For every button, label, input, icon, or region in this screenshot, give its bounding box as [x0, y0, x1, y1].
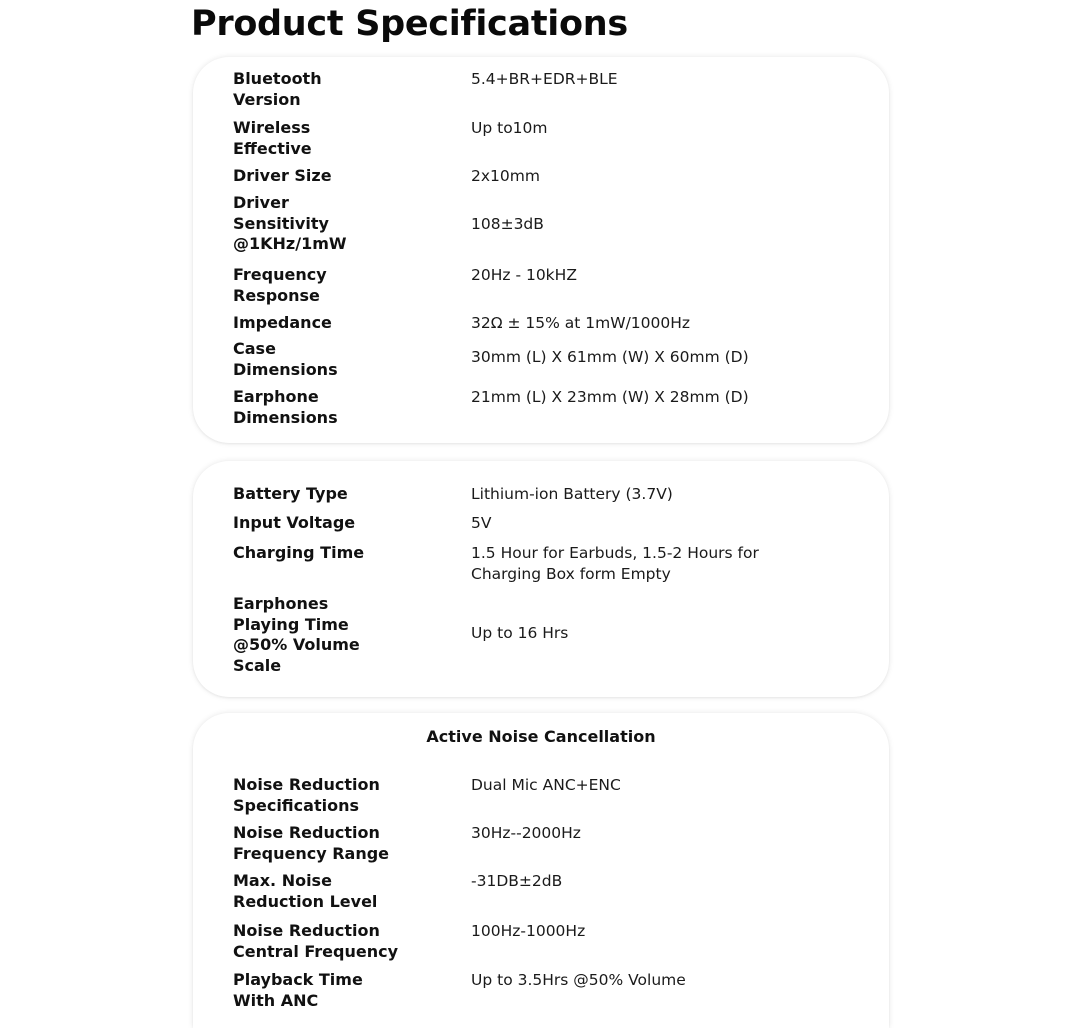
spec-value: 20Hz - 10kHZ	[471, 266, 577, 284]
spec-value: Lithium-ion Battery (3.7V)	[471, 485, 673, 503]
spec-value: 2x10mm	[471, 167, 540, 185]
anc-specs-card	[193, 713, 889, 1028]
spec-label: Bluetooth Version	[233, 69, 322, 109]
spec-value: 5V	[471, 514, 492, 532]
spec-label: Earphone Dimensions	[233, 387, 338, 427]
spec-value: 30mm (L) X 61mm (W) X 60mm (D)	[471, 348, 749, 366]
spec-value: 1.5 Hour for Earbuds, 1.5-2 Hours for Charging Box form Empty	[471, 544, 759, 583]
spec-value: Dual Mic ANC+ENC	[471, 776, 621, 794]
spec-value: Up to 16 Hrs	[471, 624, 569, 642]
battery-specs-card	[193, 461, 889, 697]
spec-value: Up to10m	[471, 119, 548, 137]
spec-value: 32Ω ± 15% at 1mW/1000Hz	[471, 314, 691, 332]
spec-label: Noise Reduction Frequency Range	[233, 823, 390, 863]
spec-value: 5.4+BR+EDR+BLE	[471, 70, 618, 88]
spec-value: 100Hz-1000Hz	[471, 922, 586, 940]
spec-value: Up to 3.5Hrs @50% Volume	[471, 971, 686, 989]
spec-label: Input Voltage	[233, 513, 356, 532]
spec-label: Earphones Playing Time @50% Volume Scale	[233, 594, 360, 675]
spec-label: Case Dimensions	[233, 339, 338, 379]
spec-label: Frequency Response	[233, 265, 327, 305]
spec-label: Driver Size	[233, 166, 332, 185]
spec-label: Noise Reduction Central Frequency	[233, 921, 399, 961]
spec-label: Playback Time With ANC	[233, 970, 363, 1010]
spec-value: 30Hz--2000Hz	[471, 824, 581, 842]
spec-label: Battery Type	[233, 484, 348, 503]
spec-value: 108±3dB	[471, 215, 544, 233]
spec-value: -31DB±2dB	[471, 872, 563, 890]
spec-label: Wireless Effective	[233, 118, 312, 158]
spec-value: 21mm (L) X 23mm (W) X 28mm (D)	[471, 388, 749, 406]
spec-label: Charging Time	[233, 543, 365, 562]
spec-label: Max. Noise Reduction Level	[233, 871, 378, 911]
general-specs-card	[193, 57, 889, 443]
section-heading: Active Noise Cancellation	[426, 727, 656, 746]
spec-label: Impedance	[233, 313, 332, 332]
page-title: Product Specifications	[191, 4, 628, 44]
spec-label: Driver Sensitivity @1KHz/1mW	[233, 193, 347, 253]
spec-label: Noise Reduction Specifications	[233, 775, 380, 815]
